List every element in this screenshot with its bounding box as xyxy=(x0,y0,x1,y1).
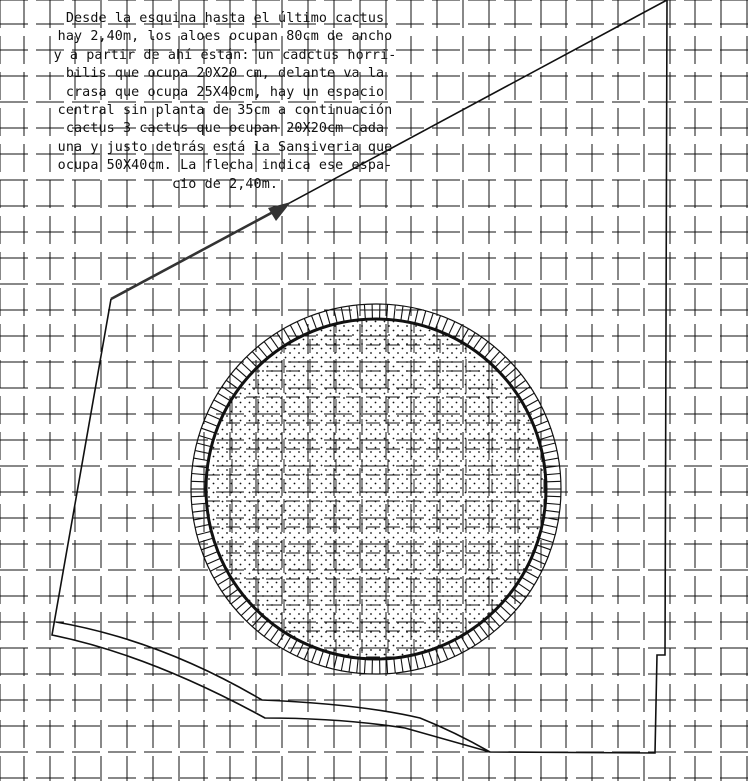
rim-tick xyxy=(194,458,208,460)
rim-tick xyxy=(231,374,242,383)
rim-tick xyxy=(540,538,553,542)
rim-tick xyxy=(505,368,516,377)
rim-tick xyxy=(304,647,309,660)
rim-tick xyxy=(252,616,261,626)
rim-tick xyxy=(532,559,545,565)
rim-tick xyxy=(284,637,291,649)
rim-tick xyxy=(201,428,214,433)
rim-tick xyxy=(490,352,499,362)
rim-tick xyxy=(429,313,433,326)
rim-tick xyxy=(218,578,230,585)
rim-tick xyxy=(529,407,542,413)
rim-tick xyxy=(357,659,358,673)
note-line: Desde la esquina hasta el último cactus xyxy=(65,11,385,26)
rim-tick xyxy=(197,532,211,536)
rim-tick xyxy=(496,357,506,367)
rim-tick xyxy=(284,329,291,341)
rim-tick xyxy=(547,481,561,482)
rim-tick xyxy=(526,400,538,407)
rim-tick xyxy=(436,649,441,662)
rim-tick xyxy=(297,644,303,657)
note-line: hay 2,40m, los aloes ocupan 80cm de ancho xyxy=(57,29,393,45)
note-line: una y justo detrás está la Sansiveria que xyxy=(57,139,393,155)
rim-tick xyxy=(222,584,234,592)
rim-tick xyxy=(195,525,209,528)
rim-tick xyxy=(449,322,455,335)
rim-tick xyxy=(277,633,285,645)
rim-tick xyxy=(297,322,303,335)
rim-tick xyxy=(468,333,476,345)
rim-tick xyxy=(304,319,309,332)
rim-tick xyxy=(408,657,411,671)
rim-tick xyxy=(546,510,560,512)
rim-tick xyxy=(474,629,482,641)
rim-tick xyxy=(474,337,482,349)
rim-tick xyxy=(204,552,217,557)
rim-tick xyxy=(226,380,237,388)
rim-tick xyxy=(214,571,226,578)
rim-tick xyxy=(422,311,426,325)
rim-tick xyxy=(394,659,395,673)
rim-tick xyxy=(290,641,297,653)
rim-tick xyxy=(349,658,351,672)
rim-tick xyxy=(387,660,388,674)
rim-tick xyxy=(191,481,205,482)
rim-tick xyxy=(252,352,261,362)
rim-tick xyxy=(479,625,488,636)
rim-tick xyxy=(462,637,469,649)
note-line: central sin planta de 35cm a continuación xyxy=(57,103,393,119)
note-line: ocupa 50X40cm. La flecha indica ese espa- xyxy=(57,158,393,174)
note-line: cactus 3 cactus que ocupan 20X20cm cada xyxy=(65,121,385,137)
rim-tick xyxy=(204,421,217,426)
rim-tick xyxy=(532,414,545,420)
rim-tick xyxy=(394,305,395,319)
rim-tick xyxy=(546,503,560,504)
rim-tick xyxy=(543,525,557,528)
rim-tick xyxy=(526,571,538,578)
rim-tick xyxy=(326,654,330,668)
rim-tick xyxy=(436,316,441,329)
rim-tick xyxy=(429,652,433,665)
rim-tick xyxy=(547,496,561,497)
rim-tick xyxy=(199,436,212,440)
rim-tick xyxy=(199,538,212,542)
rim-tick xyxy=(442,319,447,332)
rim-tick xyxy=(542,532,556,536)
note-line: cio de 2,40m. xyxy=(171,176,279,192)
rim-tick xyxy=(264,342,273,353)
rim-tick xyxy=(191,496,205,497)
rim-tick xyxy=(349,306,351,320)
rim-tick xyxy=(479,342,488,353)
rim-tick xyxy=(241,362,251,372)
rim-tick xyxy=(538,428,551,433)
rim-tick xyxy=(449,644,455,657)
rim-tick xyxy=(319,313,323,326)
rim-tick xyxy=(341,657,344,671)
rim-tick xyxy=(387,304,388,318)
rim-tick xyxy=(501,362,511,372)
rim-tick xyxy=(241,606,251,616)
rim-tick xyxy=(401,658,403,672)
annotation-text xyxy=(20,10,430,194)
rim-tick xyxy=(546,474,560,475)
note-line: y a partir de ahí están: un cadctus horri- xyxy=(53,47,397,63)
rim-tick xyxy=(415,309,418,323)
rim-tick xyxy=(518,584,530,592)
rim-tick xyxy=(231,595,242,604)
note-line: crasa que ocupa 25X40cm, hay un espacio xyxy=(65,84,385,100)
rim-tick xyxy=(364,660,365,674)
rim-tick xyxy=(201,545,214,550)
rim-tick xyxy=(408,307,411,321)
rim-tick xyxy=(319,652,323,665)
rim-tick xyxy=(545,458,559,460)
rim-tick xyxy=(543,451,557,454)
rim-tick xyxy=(312,316,317,329)
rim-tick xyxy=(496,611,506,621)
rim-tick xyxy=(264,625,273,636)
rim-tick xyxy=(514,380,525,388)
rim-tick xyxy=(522,578,534,585)
rim-tick xyxy=(207,414,220,420)
rim-tick xyxy=(468,633,476,645)
rim-tick xyxy=(522,393,534,400)
rim-tick xyxy=(540,436,553,440)
rim-tick xyxy=(357,305,358,319)
rim-tick xyxy=(422,654,426,668)
rim-tick xyxy=(247,611,257,621)
rim-tick xyxy=(270,337,278,349)
rim-tick xyxy=(542,443,556,447)
rim-tick xyxy=(195,451,209,454)
rim-tick xyxy=(364,304,365,318)
note-line: bilis que ocupa 20X20 cm, delante va la xyxy=(65,66,385,82)
rim-tick xyxy=(236,601,247,610)
rim-tick xyxy=(214,400,226,407)
rim-tick xyxy=(501,606,511,616)
rim-tick xyxy=(270,629,278,641)
rim-tick xyxy=(490,616,499,626)
rim-tick xyxy=(341,307,344,321)
circular-bed xyxy=(191,304,561,674)
rim-tick xyxy=(505,601,516,610)
rim-tick xyxy=(455,641,462,653)
rim-tick xyxy=(258,347,267,358)
rim-tick xyxy=(207,559,220,565)
rim-tick xyxy=(210,407,223,413)
rim-tick xyxy=(218,393,230,400)
rim-tick xyxy=(236,368,247,377)
rim-tick xyxy=(326,311,330,325)
rim-tick xyxy=(538,545,551,550)
rim-tick xyxy=(415,656,418,670)
rim-tick xyxy=(312,649,317,662)
rim-tick xyxy=(401,306,403,320)
rim-tick xyxy=(277,333,285,345)
rim-tick xyxy=(442,647,447,660)
